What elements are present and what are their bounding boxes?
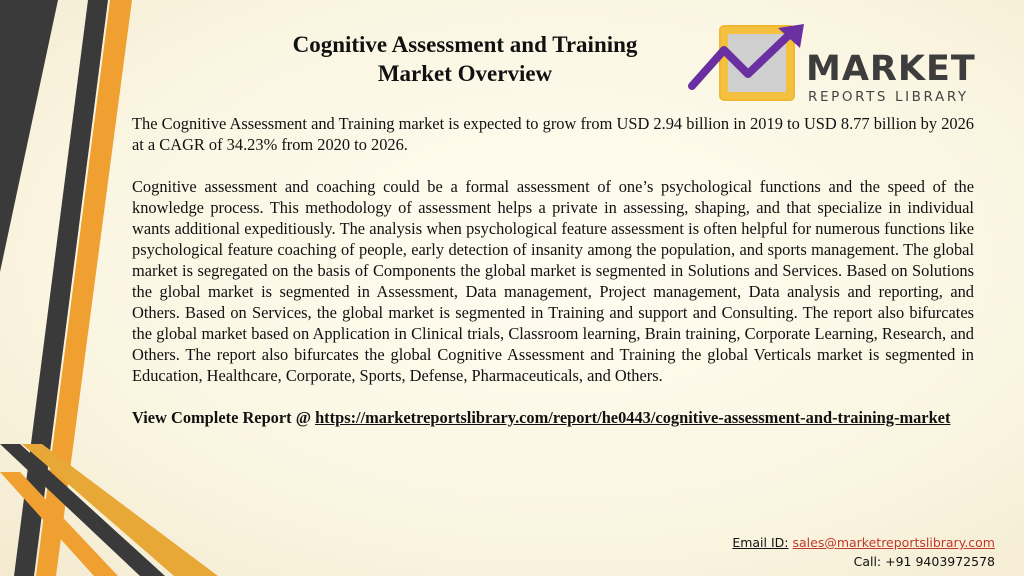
report-link[interactable]: https://marketreportslibrary.com/report/he0443/cognitive-assessment-and-training-market (315, 408, 951, 427)
email-label: Email ID: (732, 535, 789, 550)
company-logo (688, 20, 988, 110)
view-report-line (132, 407, 974, 428)
title-line-1: Cognitive Assessment and Training (292, 32, 638, 57)
page-title (250, 30, 680, 88)
phone-line: Call: +91 9403972578 (853, 554, 995, 569)
description-paragraph: Cognitive assessment and coaching could be a formal assessment of one’s psychological functions and the speed of the knowledge process. This methodology of assessment helps a private in assessing, shaping, and that specialize in individual wants additional expeditiously. The analysis when psychological feature assessment is often helpful for numerous functions like psychological feature coaching of people, early detection of insanity among the population, and sports management. The global market is segregated on the basis of Components the global market is segmented in Solutions and Services. Based on Solutions the global market is segmented in Assessment, Data management, Project management, Data analysis and reporting, and Others. Based on Services, the global market is segmented in Training and support and Consulting. The report also bifurcates the global market based on Application in Clinical trials, Classroom learning, Brain training, Corporate Learning, Research, and Others. The report also bifurcates the global Cognitive Assessment and Training the global Verticals market is segmented in Education, Healthcare, Corporate, Sports, Defense, Pharmaceuticals, and Others. (132, 177, 974, 385)
logo-word-reports-library: REPORTS LIBRARY (808, 89, 969, 105)
contact-info (700, 533, 995, 571)
summary-paragraph: The Cognitive Assessment and Training market is expected to grow from USD 2.94 billion in 2019 to USD 8.77 billion by 2026 at a CAGR of 34.23% from 2020 to 2026. (132, 114, 974, 154)
left-dark-stripe (0, 0, 58, 272)
view-report-label: View Complete Report @ (132, 408, 316, 427)
email-line (700, 533, 995, 552)
title-line-2: Market Overview (377, 61, 553, 86)
email-link[interactable]: sales@marketreportslibrary.com (792, 535, 995, 550)
logo-word-market: MARKET (806, 49, 976, 89)
growth-arrow-icon (688, 20, 818, 110)
main-content (132, 113, 974, 428)
